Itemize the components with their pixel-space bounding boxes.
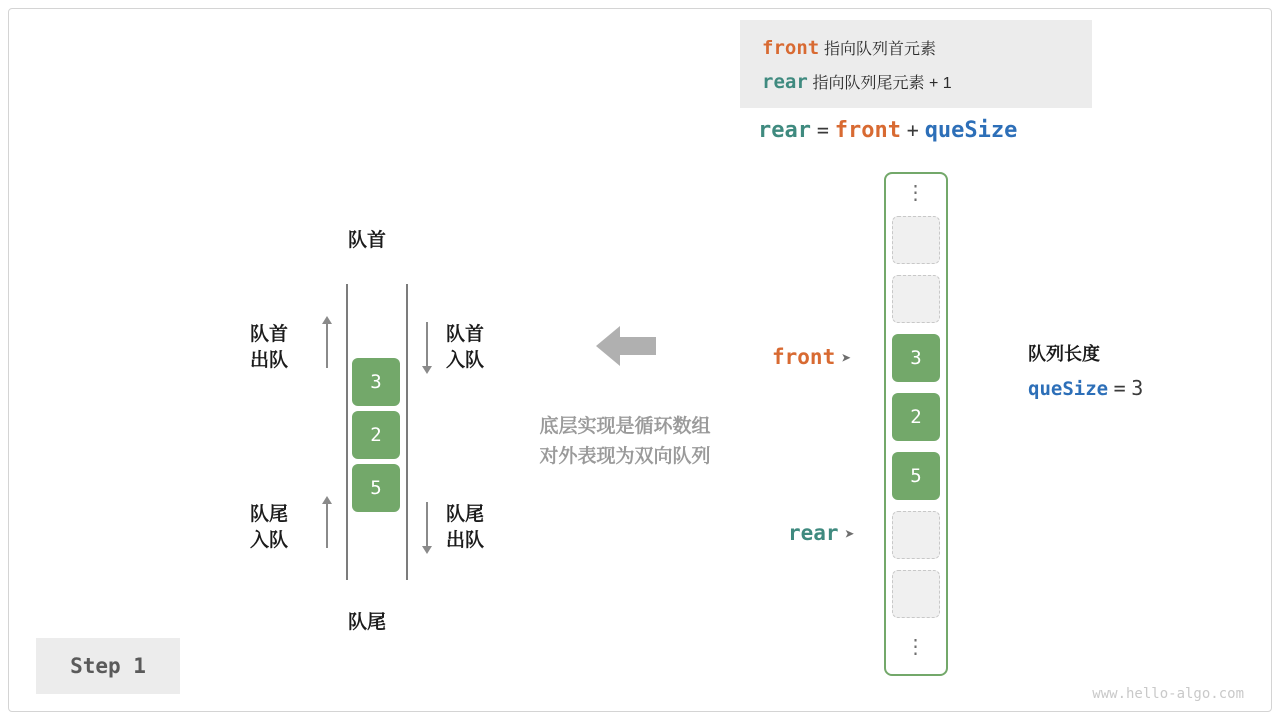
legend-front-text: 指向队列首元素	[823, 41, 936, 58]
array-cell-3: 2	[892, 393, 940, 441]
deque-head-enqueue-arrow	[426, 322, 428, 368]
deque-cell-2: 5	[352, 464, 400, 512]
array-cell-1	[892, 275, 940, 323]
formula-equals: =	[816, 118, 829, 142]
formula-quesize: queSize	[924, 118, 1018, 143]
quesize-equals: =	[1113, 376, 1126, 400]
deque-left-bottom-label: 队尾 入队	[250, 504, 289, 551]
deque-head-dequeue-arrow	[326, 322, 328, 368]
queue-size-value	[1028, 376, 1143, 401]
note-line-1: 底层实现是循环数组	[539, 416, 711, 437]
array-cell-0	[892, 216, 940, 264]
array-cell-6	[892, 570, 940, 618]
array-cell-5	[892, 511, 940, 559]
array-cell-4: 5	[892, 452, 940, 500]
quesize-keyword: queSize	[1028, 378, 1109, 400]
formula	[758, 118, 1017, 143]
array-bottom-ellipsis: ⋮	[905, 636, 927, 658]
formula-rear: rear	[758, 118, 811, 143]
front-keyword: front	[762, 37, 820, 59]
legend-line-rear	[762, 66, 1074, 100]
front-pointer-label: front ➤	[772, 345, 852, 369]
deque-cell-1: 2	[352, 411, 400, 459]
legend-line-front	[762, 32, 1074, 66]
deque-cell-0: 3	[352, 358, 400, 406]
step-badge: Step 1	[36, 638, 180, 694]
array-top-ellipsis: ⋮	[905, 182, 927, 204]
deque-left-top-label: 队首 出队	[250, 324, 289, 371]
deque-head-label: 队首	[348, 230, 387, 251]
rear-keyword: rear	[762, 71, 808, 93]
quesize-number: 3	[1131, 376, 1144, 400]
implementation-note	[504, 412, 746, 472]
deque-tail-label: 队尾	[348, 612, 387, 633]
deque-right-rail	[406, 284, 408, 580]
formula-plus: +	[906, 118, 919, 142]
deque-tail-enqueue-arrow	[326, 502, 328, 548]
note-line-2: 对外表现为双向队列	[539, 446, 711, 467]
formula-front: front	[834, 118, 901, 143]
array-cell-2: 3	[892, 334, 940, 382]
deque-right-bottom-label: 队尾 出队	[446, 504, 485, 551]
queue-size-label: 队列长度	[1028, 344, 1100, 364]
mapping-arrow-icon	[596, 324, 656, 368]
deque-left-rail	[346, 284, 348, 580]
rear-pointer-label: rear ➤	[788, 521, 855, 545]
deque-right-top-label: 队首 入队	[446, 324, 485, 371]
watermark: www.hello-algo.com	[1092, 686, 1244, 702]
legend-rear-text: 指向队列尾元素 + 1	[812, 75, 952, 92]
legend-panel	[740, 20, 1092, 108]
rear-pointer-tick: ➤	[844, 525, 855, 545]
front-pointer-tick: ➤	[841, 349, 852, 369]
deque-tail-dequeue-arrow	[426, 502, 428, 548]
